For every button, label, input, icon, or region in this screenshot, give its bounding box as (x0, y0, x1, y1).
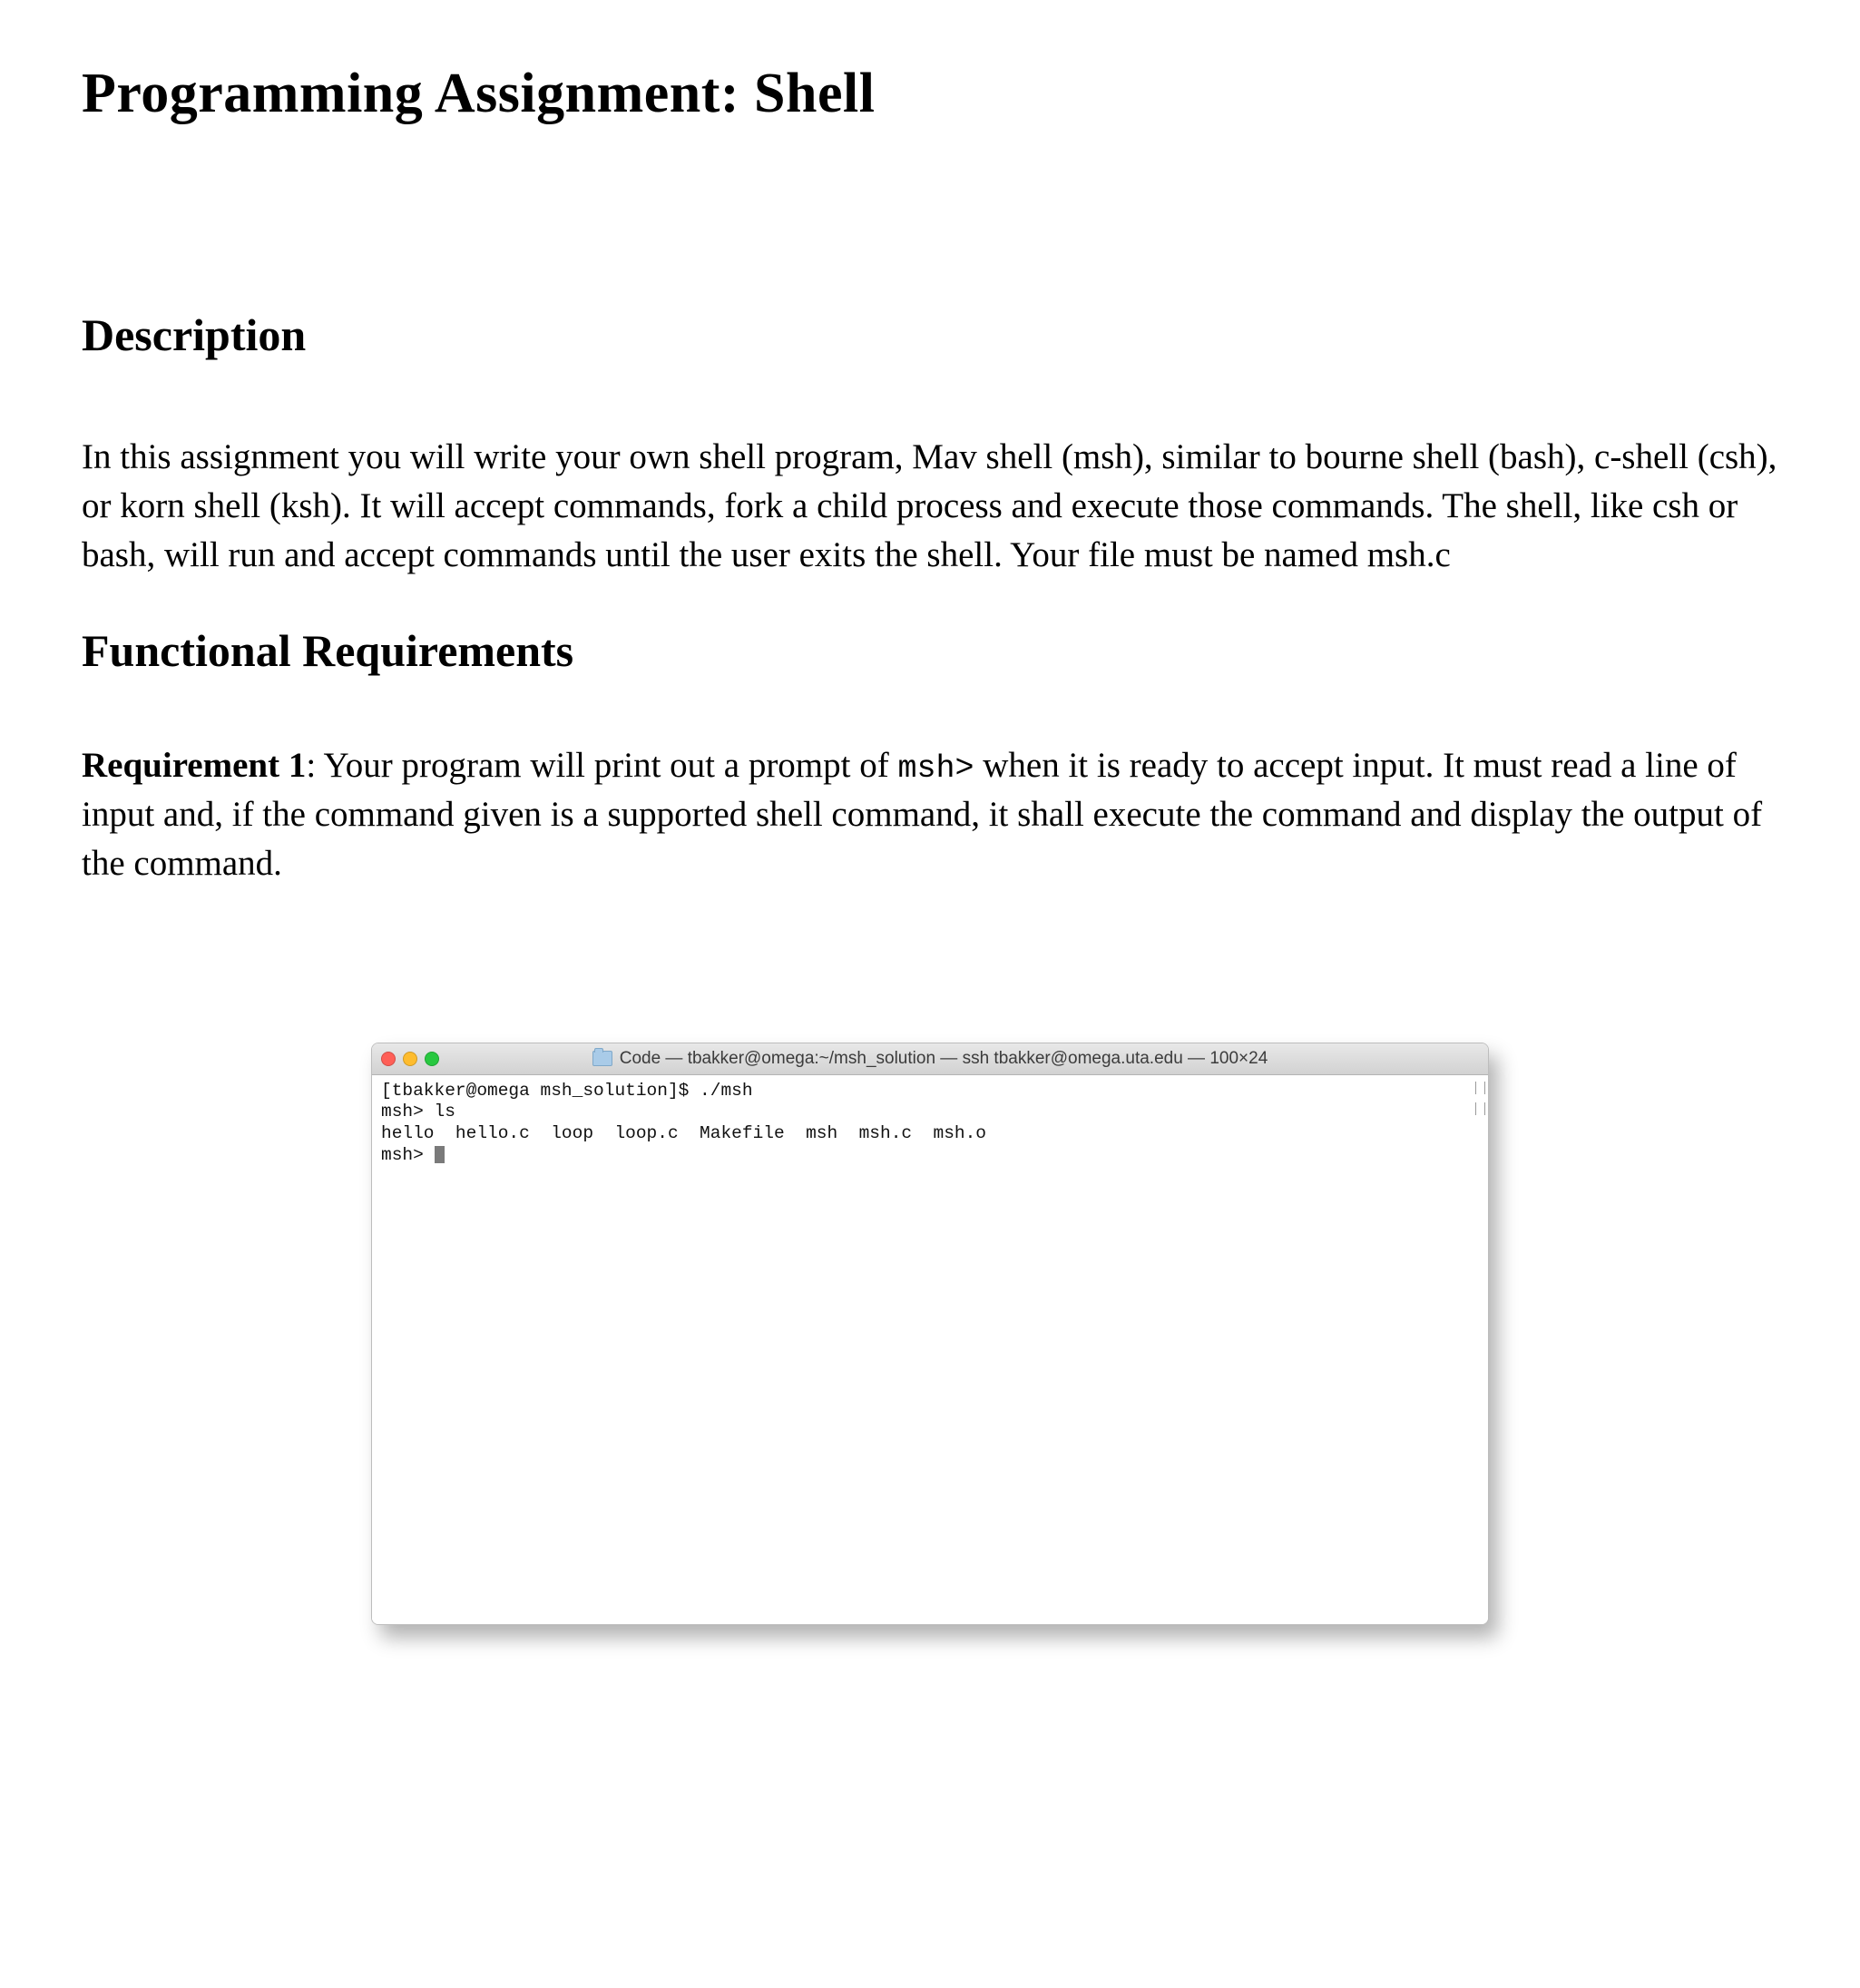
requirement-1-label: Requirement 1 (82, 745, 307, 785)
text-cursor (435, 1146, 445, 1163)
description-paragraph: In this assignment you will write your own shell program, Mav shell (msh), similar to bourne shell (bash), c-shell (csh), or korn shell (ksh). It will accept commands, fork a child process and execute those commands. The shell, like csh or bash, will run and accept commands until the user exits the shell. Your file must be named msh.c (82, 437, 1777, 574)
section-heading-functional-requirements: Functional Requirements (82, 624, 574, 676)
page-title: Programming Assignment: Shell (82, 63, 876, 124)
window-controls (381, 1052, 439, 1066)
terminal-title-group (372, 1049, 1488, 1069)
terminal-line: hello hello.c loop loop.c Makefile msh msh.c msh.o (381, 1123, 987, 1144)
requirement-1-text-after: when it is ready to accept input. It must read a line of input and, if the command given is a supported shell command, it shall execute the command and display the output of the command. (82, 745, 1763, 883)
terminal-prompt-line (381, 1145, 1481, 1167)
requirement-1-paragraph (82, 741, 1778, 888)
terminal-line: msh> ls (381, 1102, 455, 1122)
minimize-icon[interactable] (403, 1052, 417, 1066)
terminal-prompt: msh> (381, 1145, 435, 1165)
folder-icon (592, 1051, 612, 1066)
scroll-marker-icon (1475, 1082, 1485, 1094)
spacer (82, 362, 1778, 433)
spacer (82, 126, 1778, 308)
requirement-1-code: msh> (897, 749, 974, 787)
zoom-icon[interactable] (425, 1052, 439, 1066)
scroll-marker-icon (1475, 1102, 1485, 1115)
spacer (82, 580, 1778, 623)
terminal-line: [tbakker@omega msh_solution]$ ./msh (381, 1080, 753, 1101)
terminal-titlebar (372, 1043, 1488, 1075)
terminal-window (371, 1043, 1489, 1625)
section-heading-description: Description (82, 309, 307, 361)
terminal-body[interactable] (372, 1075, 1488, 1625)
requirement-1-text-before: : Your program will print out a prompt of (306, 745, 898, 785)
terminal-title: Code — tbakker@omega:~/msh_solution — ssh tbakker@omega.uta.edu — 100×24 (619, 1048, 1268, 1068)
spacer (82, 678, 1778, 741)
close-icon[interactable] (381, 1052, 396, 1066)
terminal-screenshot (82, 1043, 1778, 1625)
